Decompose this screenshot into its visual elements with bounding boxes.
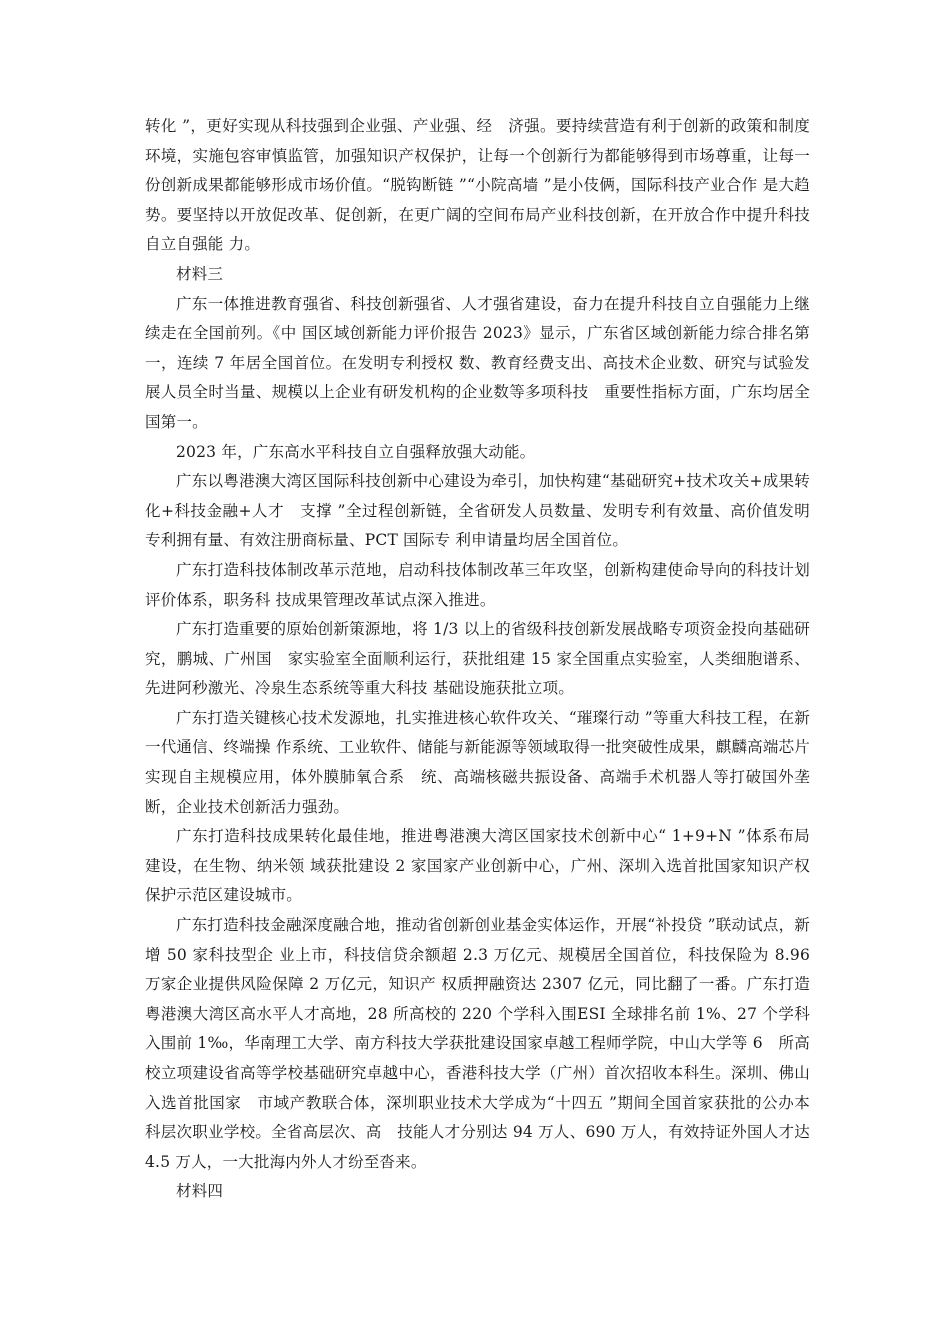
paragraph: 广东打造科技成果转化最佳地，推进粤港澳大湾区国家技术创新中心“ 1+9+N ”体系布局建设，在生物、纳米领 域获批建设 2 家国家产业创新中心，广州、深圳入选首批国家知识产权保护示范区建设城市。 <box>145 827 810 905</box>
paragraph: 广东打造关键核心技术发源地，扎实推进核心软件攻关、“璀璨行动 ”等重大科技工程，在新一代通信、终端操 作系统、工业软件、储能与新能源等领域取得一批突破性成果，麒麟高端芯片实现自主规模应用，体外膜肺氧合系 统、高端核磁共振设备、高端手术机器人等打破国外垄断，企业技术创新活力强劲。 <box>145 708 810 816</box>
paragraph: 广东以粤港澳大湾区国际科技创新中心建设为牵引，加快构建“基础研究+技术攻关+成果转化+科技金融+人才 支撑 ”全过程创新链，全省研发人员数量、发明专利有效量、高价值发明专利拥有量、有效注册商标量、PCT 国际专 利申请量均居全国首位。 <box>145 472 810 550</box>
paragraph: 广东打造科技金融深度融合地，推动省创新创业基金实体运作，开展“补投贷 ”联动试点，新增 50 家科技型企 业上市，科技信贷余额超 2.3 万亿元、规模居全国首位，科技保险为 8.96 万家企业提供风险保障 2 万亿元，知识产 权质押融资达 2307 亿元，同比翻了一番。广东打造粤港澳大湾区高水平人才高地，28 所高校的 220 个学科入围ESI 全球排名前 1%、27 个学科入围前 1‰，华南理工大学、南方科技大学获批建设国家卓越工程师学院，中山大学等 6 所高校立项建设省高等学校基础研究卓越中心，香港科技大学（广州）首次招收本科生。深圳、佛山入选首批国家 市域产教联合体，深圳职业技术大学成为“十四五 ”期间全国首家获批的公办本科层次职业学校。全省高层次、高 技能人才分别达 94 万人、690 万人，有效持证外国人才达 4.5 万人，一大批海内外人才纷至沓来。 <box>145 916 810 1171</box>
document-body <box>145 112 810 1207</box>
section-heading-material-3: 材料三 <box>176 264 224 283</box>
paragraph: 广东打造重要的原始创新策源地，将 1/3 以上的省级科技创新发展战略专项资金投向基础研究，鹏城、广州国 家实验室全面顺利运行，获批组建 15 家全国重点实验室，人类细胞谱系、先进阿秒激光、冷泉生态系统等重大科技 基础设施获批立项。 <box>145 620 810 698</box>
paragraph-continued: 转化 ”，更好实现从科技强到企业强、产业强、经 济强。要持续营造有利于创新的政策和制度环境，实施包容审慎监管，加强知识产权保护，让每一个创新行为都能够得到市场尊重，让每一份创新成果都能够形成市场价值。“脱钩断链 ”“小院高墙 ”是小伎俩，国际科技产业合作 是大趋势。要坚持以开放促改革、促创新，在更广阔的空间布局产业科技创新，在开放合作中提升科技自立自强能 力。 <box>145 117 810 254</box>
section-heading-material-4: 材料四 <box>176 1182 224 1201</box>
paragraph: 广东一体推进教育强省、科技创新强省、人才强省建设，奋力在提升科技自立自强能力上继续走在全国前列。《中 国区域创新能力评价报告 2023》显示，广东省区域创新能力综合排名第一，连续 7 年居全国首位。在发明专利授权 数、教育经费支出、高技术企业数、研究与试验发展人员全时当量、规模以上企业有研发机构的企业数等多项科技 重要性指标方面，广东均居全国第一。 <box>145 294 810 431</box>
paragraph: 广东打造科技体制改革示范地，启动科技体制改革三年攻坚，创新构建使命导向的科技计划评价体系，职务科 技成果管理改革试点深入推进。 <box>145 560 810 609</box>
paragraph: 2023 年，广东高水平科技自立自强释放强大动能。 <box>176 442 536 461</box>
